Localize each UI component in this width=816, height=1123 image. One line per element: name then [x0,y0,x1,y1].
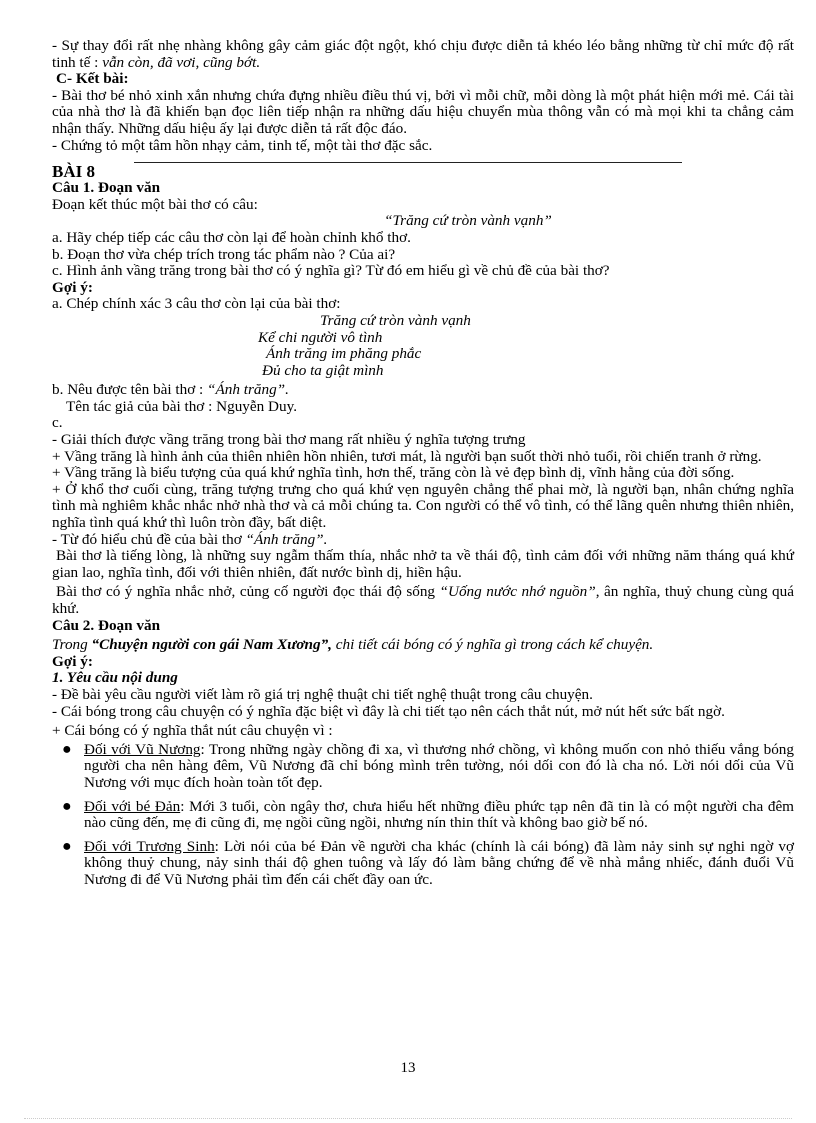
page-number: 13 [400,1060,416,1076]
goi-y-heading: Gợi ý: [52,652,93,670]
question-b: b. Đoạn thơ vừa chép trích trong tác phẩm nào ? Của ai? [52,245,396,263]
cau1-heading: Câu 1. Đoạn văn [52,179,161,197]
paragraph: + Vầng trăng là hình ảnh của thiên nhiên hồn nhiên, tươi mát, là người bạn suốt thời nhỏ tuổi, rồi chiến tranh ở rừng. [52,447,762,465]
answer-b: b. Nêu được tên bài thơ : “Ánh trăng”. [52,381,289,399]
paragraph: - Cái bóng trong câu chuyện có ý nghĩa đặc biệt vì đây là chi tiết tạo nên cách thắt nút, mở nút hết sức bất ngờ. [52,702,725,720]
cau2-question: Trong “Chuyện người con gái Nam Xương”, chi tiết cái bóng có ý nghĩa gì trong cách kể chuyện. [52,636,654,654]
answer-a: a. Chép chính xác 3 câu thơ còn lại của bài thơ: [52,295,341,313]
poem-line: Đủ cho ta giật mình [262,361,384,379]
bullet-label: Đối với Trương Sinh [84,837,215,855]
page-bottom-border [24,1118,792,1119]
paragraph: - Từ đó hiểu chủ đề của bài thơ “Ánh trăng”. [52,530,328,548]
paragraph: + Vầng trăng là biểu tượng của quá khứ nghĩa tình, hơn thế, trăng còn là vẻ đẹp bình dị, vĩnh hằng của đời sống. [52,464,735,482]
paragraph: - Đề bài yêu cầu người viết làm rõ giá trị nghệ thuật chi tiết nghệ thuật trong câu chuyện. [52,685,593,703]
quote-line: “Trăng cứ tròn vành vạnh” [384,212,552,230]
bullet-list [52,742,794,889]
poem-line: Trăng cứ tròn vành vạnh [320,311,471,329]
bullet-icon: ● [62,837,72,855]
page-content [52,38,794,896]
poem-title: “Ánh trăng”. [245,530,328,548]
paragraph: Bài thơ có ý nghĩa nhắc nhở, củng cố người đọc thái độ sống “Uống nước nhớ nguồn”, ân nghĩa, thuỷ chung cùng quá khứ. [52,583,794,617]
quote-phrase: “Uống nước nhớ nguồn” [439,583,596,601]
story-title: “Chuyện người con gái Nam Xương”, [91,636,332,654]
paragraph: Bài thơ là tiếng lòng, là những suy ngẫm thấm thía, nhắc nhở ta về thái độ, tình cảm đối với những năm tháng quá khứ gian lao, nghĩa tình, đối với thiên nhiên, đất nước bình dị, hiền hậu. [52,547,794,581]
question-c: c. Hình ảnh vầng trăng trong bài thơ có ý nghĩa gì? Từ đó em hiểu gì về chủ đề của bài thơ? [52,262,610,280]
requirement-heading: 1. Yêu cầu nội dung [52,669,178,687]
paragraph: + Ở khổ thơ cuối cùng, trăng tượng trưng cho quá khứ vẹn nguyên chẳng thể phai mờ, là người bạn, nhân chứng nghĩa tình mà nghiêm khắc nhắc nhở nhà thơ và cả mỗi chúng ta. Con người có thể vô tình, có thể lãng quên nhưng thiên nhiên, nghĩa tình quá khứ thì luôn tròn đầy, bất diệt. [52,480,794,532]
answer-c: c. [52,414,63,432]
poem-line: Kể chi người vô tình [258,328,383,346]
poem-line: Ánh trăng im phăng phắc [266,345,422,363]
author-line: Tên tác giả của bài thơ : Nguyễn Duy. [66,397,297,415]
goi-y-heading: Gợi ý: [52,278,93,296]
paragraph: Đoạn kết thúc một bài thơ có câu: [52,195,258,213]
list-item: ● Đối với Vũ Nương: Trong những ngày chồng đi xa, vì thương nhớ chồng, vì không muốn con nhỏ thiếu vắng bóng người cha nên hàng đêm, Vũ Nương đã chỉ bóng mình trên tường, nói dối con đó là cha nó. Lời nói dối của Vũ Nương với mục đích hoàn toàn tốt đẹp. [62,740,794,791]
question-a: a. Hãy chép tiếp các câu thơ còn lại để hoàn chỉnh khổ thơ. [52,228,411,246]
italic-phrase: vẫn còn, đã vơi, cũng bớt. [102,53,261,71]
poem-title: “Ánh trăng”. [207,381,289,399]
bullet-label: Đối với Vũ Nương [84,740,201,758]
bullet-icon: ● [62,797,72,815]
bai-title: BÀI 8 [52,162,95,182]
bullet-icon: ● [62,740,72,758]
cau2-heading: Câu 2. Đoạn văn [52,616,161,634]
list-item: ● Đối với Trương Sinh: Lời nói của bé Đản về người cha khác (chính là cái bóng) đã làm nảy sinh sự nghi ngờ vợ không thuỷ chung, nảy sinh thái độ ghen tuông và lấy đó làm bằng chứng để về nhà mắng nhiếc, đánh đuổi Vũ Nương đi để Vũ Nương phải tìm đến cái chết đầy oan ức. [62,837,794,888]
paragraph: - Bài thơ bé nhỏ xinh xắn nhưng chứa đựng nhiều điều thú vị, bởi vì mỗi chữ, mỗi dòng là một phát hiện mới mẻ. Cái tài của nhà thơ là đã khiến bạn đọc liên tiếp nhận ra những dấu hiệu chuyển mùa thông vẫn có mà mọi khi ta chẳng cảm nhận thấy. Những dấu hiệu ấy lại được diễn tả rất độc đáo. [52,86,794,137]
paragraph: - Sự thay đổi rất nhẹ nhàng không gây cảm giác đột ngột, khó chịu được diễn tả khéo léo bằng những từ chỉ mức độ rất tinh tế : vẫn còn, đã vơi, cũng bớt. [52,37,794,71]
list-item: ● Đối với bé Đản: Mới 3 tuổi, còn ngây thơ, chưa hiểu hết những điều phức tạp nên đã tin là có một người cha đêm nào cũng đến, mẹ đi cũng đi, mẹ ngồi cũng ngồi, nhưng nín thin thít và không bao giờ bế nó. [62,797,794,832]
paragraph: + Cái bóng có ý nghĩa thắt nút câu chuyện vì : [52,722,333,740]
bullet-label: Đối với bé Đản [84,797,181,815]
paragraph: - Giải thích được vầng trăng trong bài thơ mang rất nhiều ý nghĩa tượng trưng [52,431,526,449]
paragraph: - Chứng tỏ một tâm hồn nhạy cảm, tinh tế, một tài thơ đặc sắc. [52,136,433,154]
heading-ket-bai: C- Kết bài: [56,70,129,88]
